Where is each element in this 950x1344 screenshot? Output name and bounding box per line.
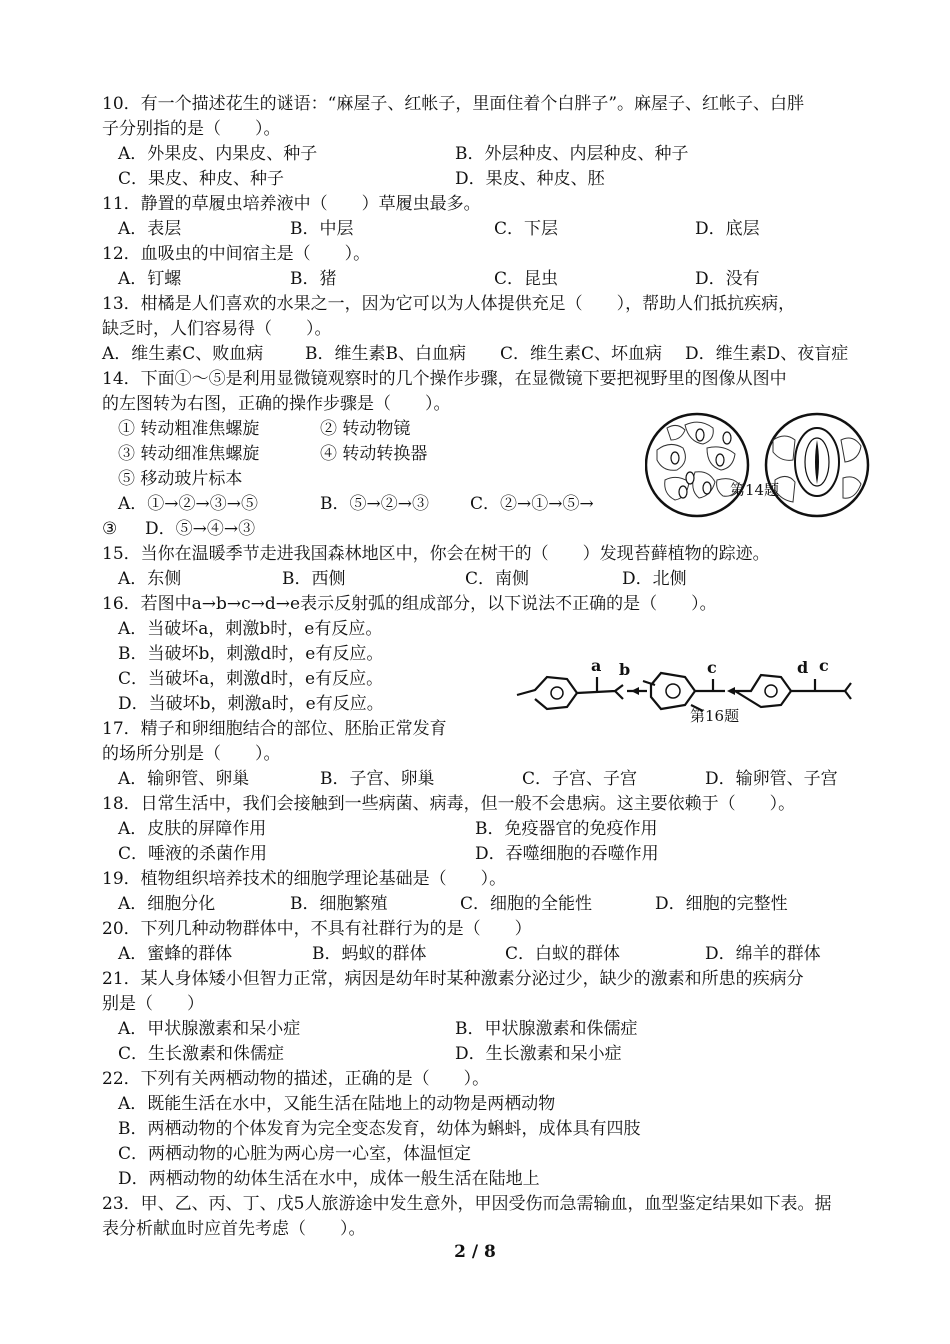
q17-option-a: A．输卵管、卵巢 (118, 769, 250, 789)
q23-stem-cont: 表分析献血时应首先考虑（ ）。 (102, 1219, 366, 1239)
q18-option-a: A．皮肤的屏障作用 (118, 819, 267, 839)
q20-option-a: A．蜜蜂的群体 (118, 944, 233, 964)
q10-option-d: D．果皮、种皮、胚 (455, 169, 605, 189)
q16-option-c: C．当破坏a，刺激d时，e有反应。 (118, 669, 384, 689)
q11-option-a: A．表层 (118, 219, 182, 239)
q22-stem: 22．下列有关两栖动物的描述，正确的是（ ）。 (102, 1069, 490, 1089)
q21-stem: 21．某人身体矮小但智力正常，病因是幼年时某种激素分泌过少，缺少的激素和所患的疾病分 (102, 969, 804, 989)
q11-stem: 11．静置的草履虫培养液中（ ）草履虫最多。 (102, 194, 481, 214)
q14-figure-caption: 第14题 (730, 481, 780, 499)
q14-stem: 14．下面①～⑤是利用显微镜观察时的几个操作步骤，在显微镜下要把视野里的图像从图中 (102, 369, 787, 389)
q19-stem: 19．植物组织培养技术的细胞学理论基础是（ ）。 (102, 869, 507, 889)
q21-option-a: A．甲状腺激素和呆小症 (118, 1019, 301, 1039)
q11-option-c: C．下层 (494, 219, 559, 239)
q10-option-a: A．外果皮、内果皮、种子 (118, 144, 318, 164)
page-number: 2 / 8 (454, 1242, 496, 1262)
reflex-label-e: c (819, 656, 829, 675)
q14-step-2: ② 转动物镜 (320, 419, 411, 439)
microscope-view-right (766, 414, 868, 516)
q15-option-a: A．东侧 (118, 569, 182, 589)
q17-stem-cont: 的场所分别是（ ）。 (102, 744, 281, 764)
q23-stem: 23．甲、乙、丙、丁、戊5人旅游途中发生意外，甲因受伤而急需输血，血型鉴定结果如下表。据 (102, 1194, 832, 1214)
q15-option-c: C．南侧 (465, 569, 530, 589)
q14-step-4: ④ 转动转换器 (320, 444, 428, 464)
q10-option-b: B．外层种皮、内层种皮、种子 (455, 144, 689, 164)
q14-option-d: D．⑤→④→③ (145, 519, 256, 539)
reflex-label-a: a (591, 656, 602, 675)
reflex-label-b: b (619, 660, 631, 679)
q19-option-d: D．细胞的完整性 (655, 894, 788, 914)
q11-option-b: B．中层 (290, 219, 354, 239)
reflex-arc-figure (515, 655, 855, 730)
q18-option-c: C．唾液的杀菌作用 (118, 844, 268, 864)
q12-option-b: B．猪 (290, 269, 337, 289)
q10-stem-cont: 子分别指的是（ ）。 (102, 119, 281, 139)
q13-option-d: D．维生素D、夜盲症 (685, 344, 849, 364)
q13-option-b: B．维生素B、白血病 (305, 344, 466, 364)
q14-option-b: B．⑤→②→③ (320, 494, 429, 514)
q22-option-a: A．既能生活在水中，又能生活在陆地上的动物是两栖动物 (118, 1094, 556, 1114)
q14-option-c: C．②→①→⑤→ (470, 494, 594, 514)
q20-option-d: D．绵羊的群体 (705, 944, 821, 964)
q12-stem: 12．血吸虫的中间宿主是（ ）。 (102, 244, 371, 264)
q18-option-d: D．吞噬细胞的吞噬作用 (475, 844, 659, 864)
q21-option-c: C．生长激素和侏儒症 (118, 1044, 285, 1064)
q11-option-d: D．底层 (695, 219, 760, 239)
q14-step-1: ① 转动粗准焦螺旋 (118, 419, 260, 439)
q22-option-c: C．两栖动物的心脏为两心房一心室，体温恒定 (118, 1144, 472, 1164)
q12-option-a: A．钉螺 (118, 269, 182, 289)
q18-option-b: B．免疫器官的免疫作用 (475, 819, 658, 839)
q16-option-d: D．当破坏b，刺激a时，e有反应。 (118, 694, 384, 714)
q10-option-c: C．果皮、种皮、种子 (118, 169, 285, 189)
q19-option-a: A．细胞分化 (118, 894, 216, 914)
q14-step-3: ③ 转动细准焦螺旋 (118, 444, 260, 464)
q20-stem: 20．下列几种动物群体中，不具有社群行为的是（ ） (102, 919, 532, 939)
q21-option-d: D．生长激素和呆小症 (455, 1044, 622, 1064)
q12-option-d: D．没有 (695, 269, 760, 289)
q19-option-c: C．细胞的全能性 (460, 894, 593, 914)
q16-option-a: A．当破坏a，刺激b时，e有反应。 (118, 619, 383, 639)
q16-option-b: B．当破坏b，刺激d时，e有反应。 (118, 644, 384, 664)
q16-stem: 16．若图中a→b→c→d→e表示反射弧的组成部分，以下说法不正确的是（ ）。 (102, 594, 717, 614)
q17-stem: 17．精子和卵细胞结合的部位、胚胎正常发育 (102, 719, 447, 739)
q21-option-b: B．甲状腺激素和侏儒症 (455, 1019, 638, 1039)
q22-option-d: D．两栖动物的幼体生活在水中，成体一般生活在陆地上 (118, 1169, 540, 1189)
q13-option-c: C．维生素C、坏血病 (500, 344, 663, 364)
q16-figure-caption: 第16题 (690, 707, 740, 725)
q14-stem-cont: 的左图转为右图，正确的操作步骤是（ ）。 (102, 394, 451, 414)
q17-option-c: C．子宫、子宫 (522, 769, 638, 789)
microscope-view-figure (645, 410, 870, 520)
q14-step-5: ⑤ 移动玻片标本 (118, 469, 243, 489)
q15-stem: 15．当你在温暖季节走进我国森林地区中，你会在树干的（ ）发现苔藓植物的踪迹。 (102, 544, 770, 564)
q13-stem: 13．柑橘是人们喜欢的水果之一，因为它可以为人体提供充足（ ），帮助人们抵抗疾病， (102, 294, 796, 314)
q17-option-d: D．输卵管、子宫 (705, 769, 838, 789)
q19-option-b: B．细胞繁殖 (290, 894, 388, 914)
q18-stem: 18．日常生活中，我们会接触到一些病菌、病毒，但一般不会患病。这主要依赖于（ ）。 (102, 794, 796, 814)
microscope-view-left (646, 414, 748, 516)
q12-option-c: C．昆虫 (494, 269, 559, 289)
reflex-label-c: c (707, 658, 717, 677)
q14-option-c-cont: ③ (102, 519, 118, 539)
q13-option-a: A．维生素C、败血病 (102, 344, 264, 364)
q17-option-b: B．子宫、卵巢 (320, 769, 435, 789)
q13-stem-cont: 缺乏时，人们容易得（ ）。 (102, 319, 332, 339)
q20-option-b: B．蚂蚁的群体 (312, 944, 427, 964)
q15-option-b: B．西侧 (282, 569, 346, 589)
q15-option-d: D．北侧 (622, 569, 687, 589)
q20-option-c: C．白蚁的群体 (505, 944, 621, 964)
reflex-label-d: d (797, 658, 809, 677)
q14-option-a: A．①→②→③→⑤ (118, 494, 259, 514)
q10-stem: 10．有一个描述花生的谜语：“麻屋子、红帐子，里面住着个白胖子”。麻屋子、红帐子、白胖 (102, 94, 805, 114)
q22-option-b: B．两栖动物的个体发育为完全变态发育，幼体为蝌蚪，成体具有四肢 (118, 1119, 641, 1139)
q21-stem-cont: 别是（ ） (102, 994, 204, 1014)
